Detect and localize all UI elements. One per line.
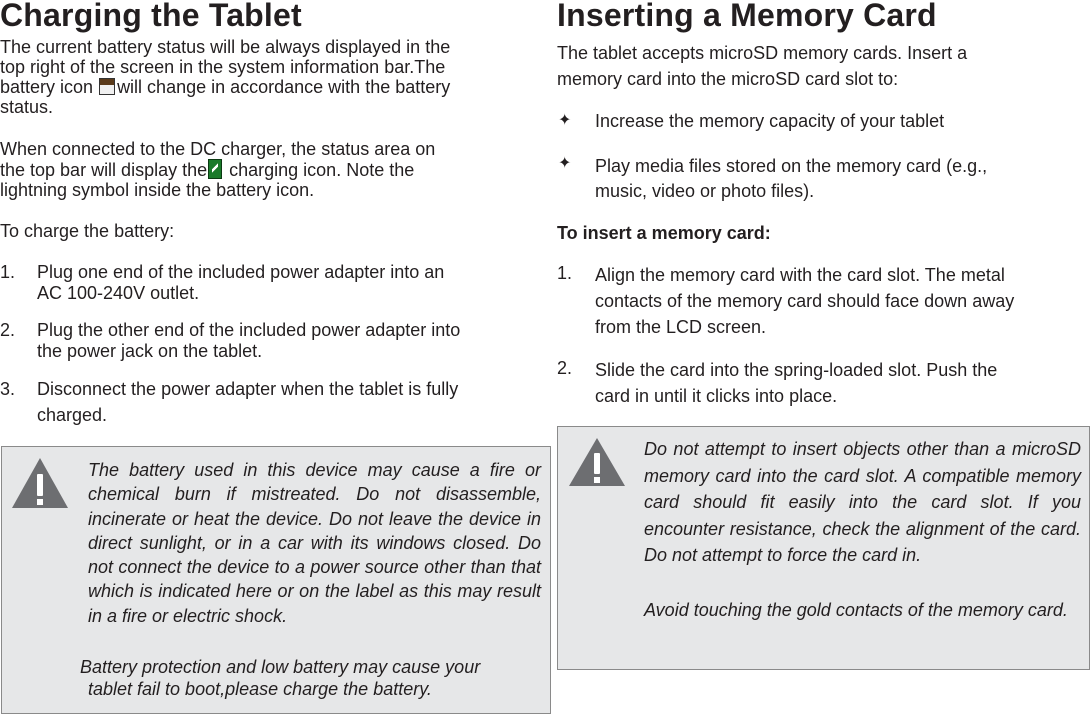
memory-intro-paragraph [557,40,1090,92]
text-line: When connected to the DC charger, the status area on [0,139,436,159]
bullet-text: music, video or photo files). [595,181,815,201]
text-span: will change in accordance with the battery [117,77,451,97]
bullet-item [557,153,1090,203]
step-number: 2. [0,320,16,340]
battery-warning-text: The battery used in this device may cause a fire or chemical burn if mistreated. Do not disassemble, incinerate or heat the device. Do not leave the device in direct sunlight, or in a car with its windows closed. Do not connect the device to a power source other than that which is indicated here or on the label as this may result in a fire or electric shock. [88,460,541,626]
text-line: lightning symbol inside the battery icon. [0,180,315,200]
battery-icon [99,78,115,95]
charging-battery-icon [208,159,222,179]
text-line: The current battery status will be always displayed in the [0,37,451,57]
step-text: Plug the other end of the included power adapter into [37,320,461,340]
text-line [0,77,546,97]
charge-intro: To charge the battery: [0,221,175,241]
section-title-memory-card: Inserting a Memory Card [557,0,937,33]
memory-card-warning-text: Do not attempt to insert objects other than a microSD memory card into the card slot. A compatible memory card should fit easily into the card slot. If you encounter resistance, check the alignment of the card. Do not attempt to force the card in. [644,439,1081,565]
charge-step [0,378,546,430]
step-text: Disconnect the power adapter when the tablet is fully [37,379,459,399]
insert-step [557,262,1090,340]
text-span: charging icon. Note the [224,160,415,180]
section-title-charging: Charging the Tablet [0,0,302,33]
step-number: 2. [557,358,573,378]
step-text: Plug one end of the included power adapter into an [37,262,445,282]
step-text: Align the memory card with the card slot. The metal [595,265,1005,285]
gold-contacts-note: Avoid touching the gold contacts of the memory card. [644,600,1068,620]
text-line [0,159,546,180]
bullet-text: Play media files stored on the memory card (e.g., [595,156,988,176]
memory-card-warning-box [557,426,1090,670]
bullet-icon: ✦ [558,112,572,129]
text-line: The tablet accepts microSD memory cards. Insert a [557,43,968,63]
text-span: the top bar will display the [0,160,208,180]
bullet-icon: ✦ [558,155,572,172]
text-line: memory card into the microSD card slot to: [557,69,899,89]
step-text: contacts of the memory card should face down away [595,291,1015,311]
insert-card-subheading: To insert a memory card: [557,223,771,243]
text-span: Battery protection and low battery may cause your [80,657,481,677]
charge-step [0,261,546,303]
step-text: charged. [37,405,108,425]
charger-paragraph [0,139,546,200]
battery-boot-note [80,656,545,700]
step-number: 1. [0,262,16,282]
bullet-item [557,110,1090,132]
bullet-text: Increase the memory capacity of your tablet [595,111,945,131]
text-span: tablet fail to boot,please charge the battery. [88,679,432,699]
step-text: card in until it clicks into place. [595,386,838,406]
charge-step [0,319,546,361]
insert-step [557,357,1090,409]
text-line: top right of the screen in the system information bar.The [0,57,446,77]
step-text: from the LCD screen. [595,317,767,337]
step-text: Slide the card into the spring-loaded slot. Push the [595,360,998,380]
text-span: battery icon [0,77,99,97]
step-text: the power jack on the tablet. [37,341,263,361]
step-number: 1. [557,263,573,283]
battery-warning-box [1,446,551,714]
battery-status-paragraph [0,37,546,117]
warning-icon [11,457,69,509]
text-line: status. [0,97,54,117]
warning-icon [568,437,626,487]
step-number: 3. [0,379,16,399]
step-text: AC 100-240V outlet. [37,283,200,303]
